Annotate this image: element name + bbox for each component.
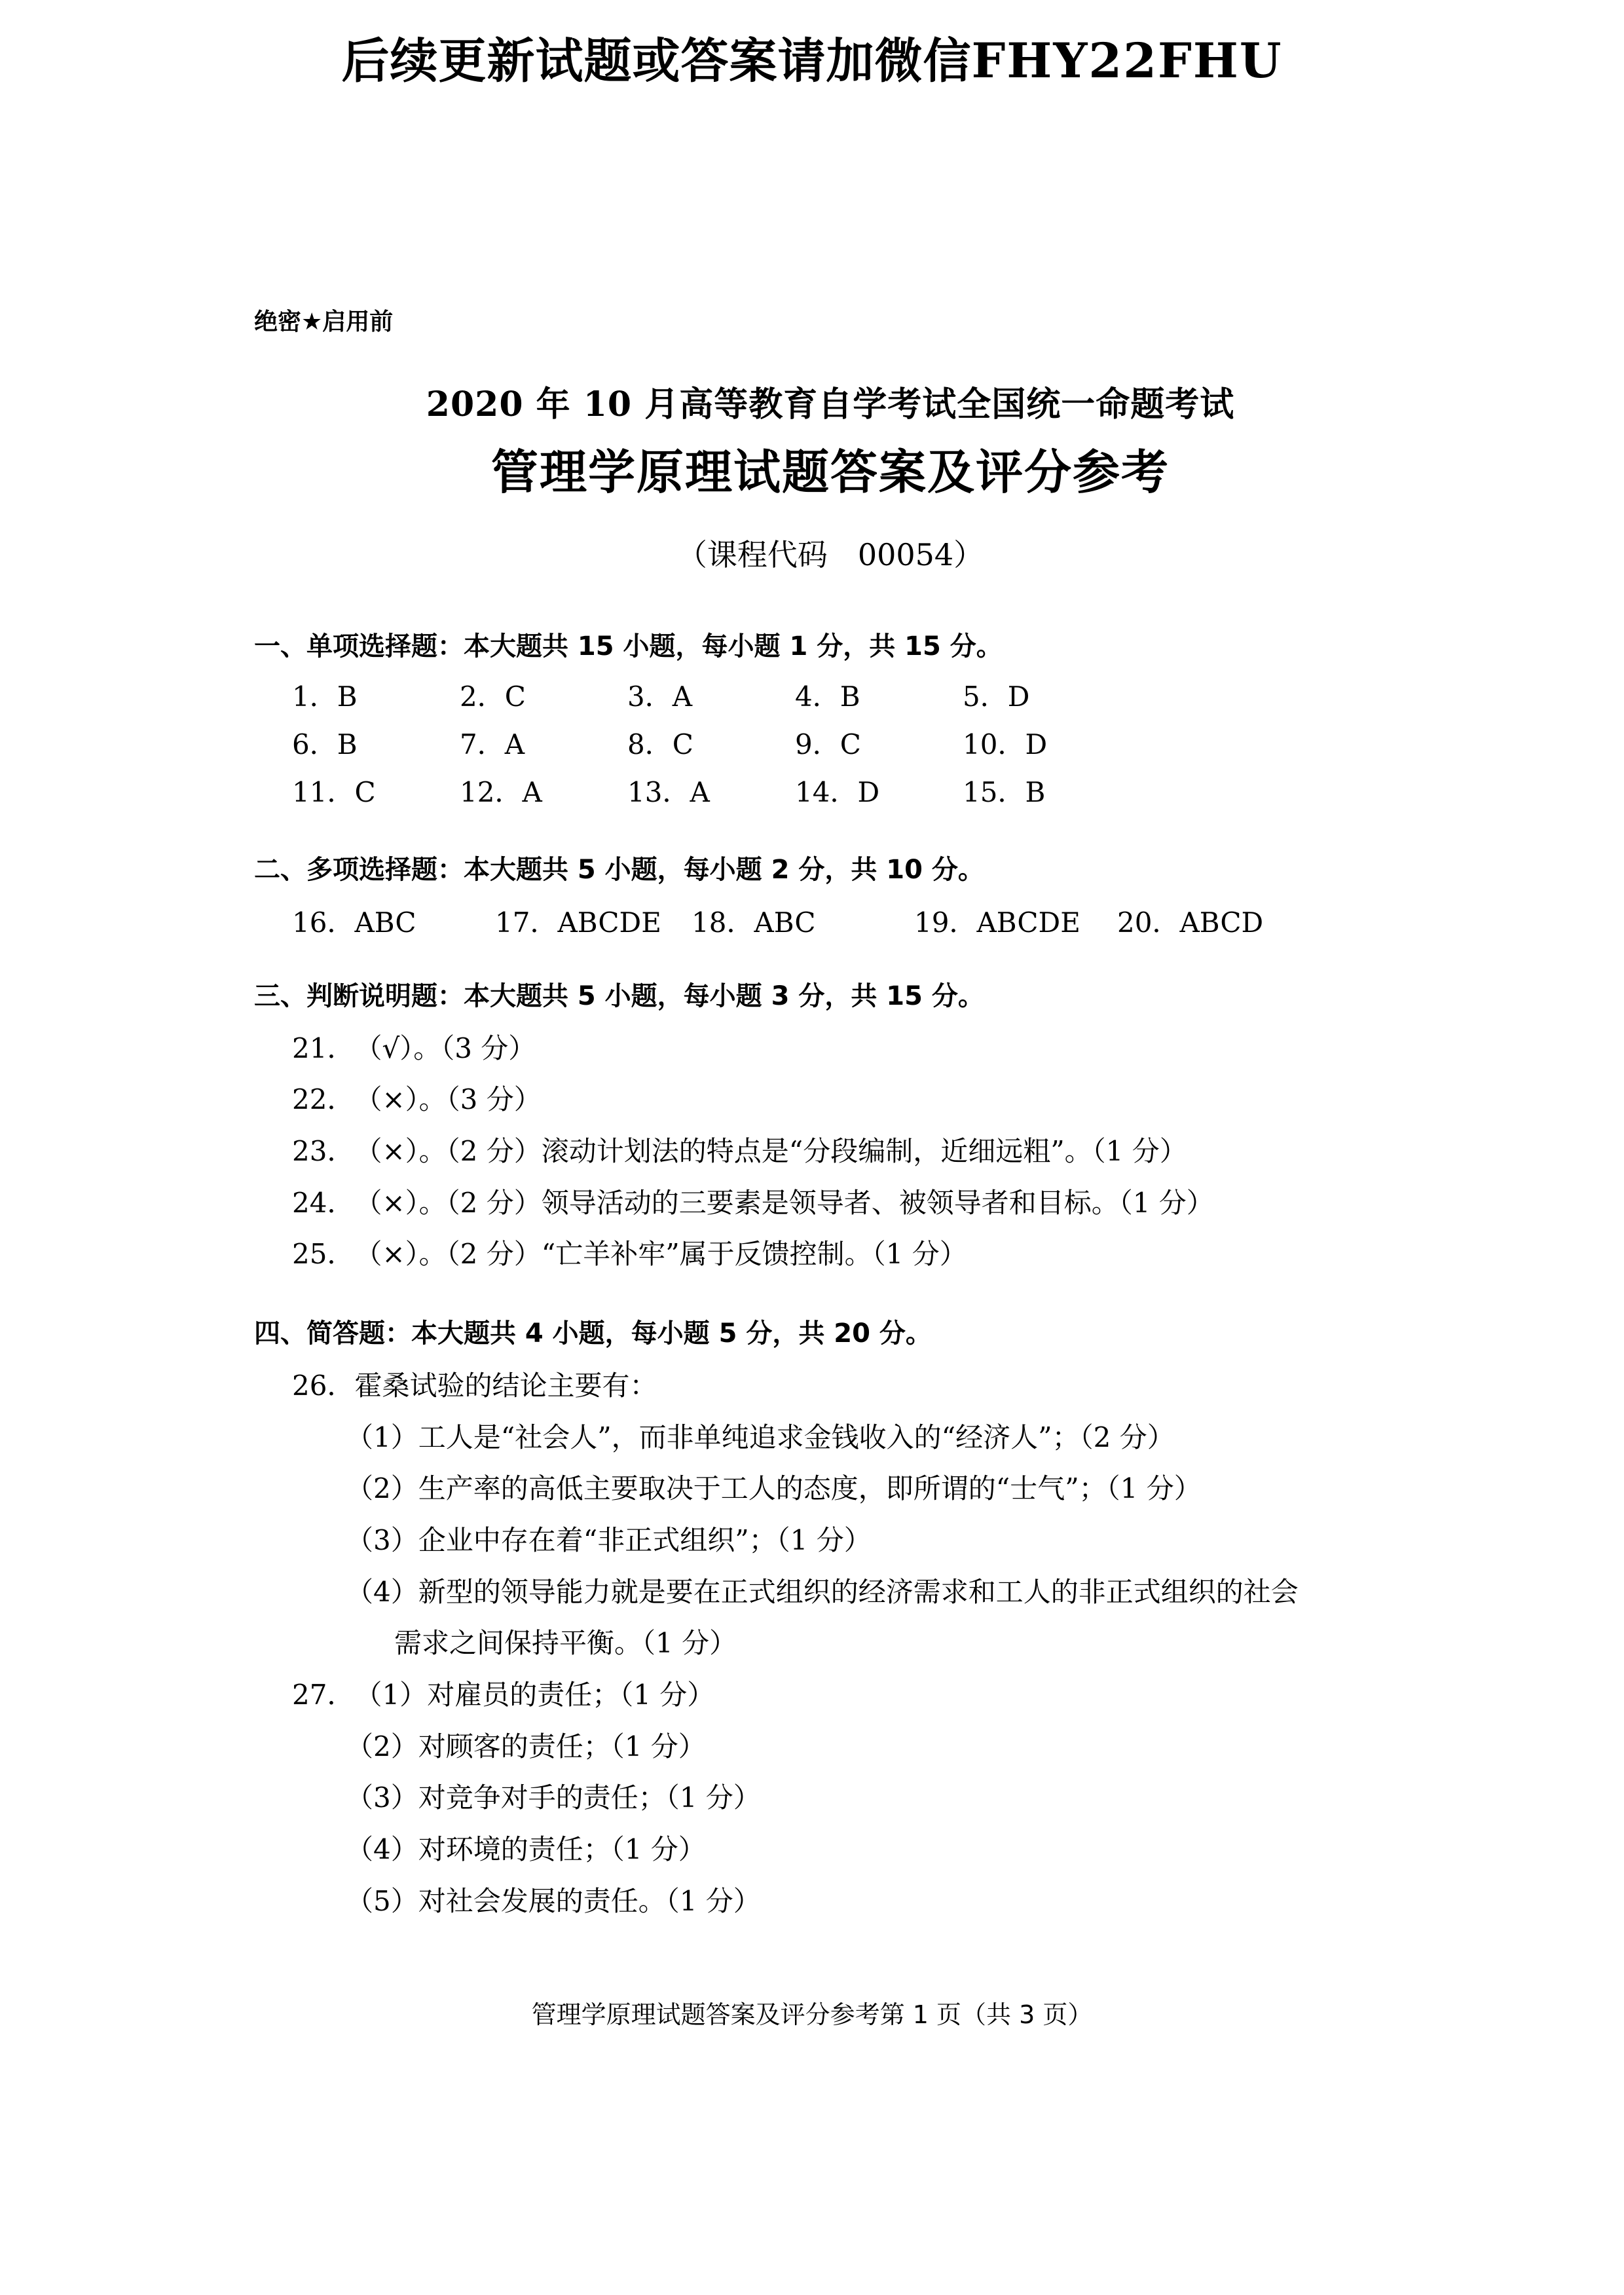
item-text: （×）。（2 分）领导活动的三要素是领导者、被领导者和目标。（1 分）: [354, 1186, 1214, 1219]
single-choice-answer-grid: [254, 673, 1407, 817]
answer-cell: 7．A: [460, 728, 525, 760]
item-number: 24．: [292, 1186, 355, 1219]
sub-item-number: （4）: [346, 1833, 418, 1866]
course-code-line: （课程代码 00054）: [676, 537, 984, 573]
item-text: （×）。（2 分）滚动计划法的特点是“分段编制，近细远粗”。（1 分）: [354, 1134, 1187, 1167]
answer-item: [254, 1126, 1407, 1178]
answer-cell: 10．D: [963, 728, 1048, 760]
answer-cell: 5．D: [963, 680, 1030, 713]
sub-item-text: 工人是“社会人”，而非单纯追求金钱收入的“经济人”；（2 分）: [418, 1421, 1175, 1453]
answer-cell: 6．B: [292, 728, 358, 760]
answer-cell: 2．C: [460, 680, 526, 713]
answer-cell: 3．A: [627, 680, 693, 713]
sub-item-text: 对社会发展的责任。（1 分）: [418, 1884, 761, 1917]
section-heading-judgement: 三、判断说明题：本大题共 5 小题，每小题 3 分，共 15 分。: [254, 980, 984, 1011]
answer-row: [292, 769, 1407, 817]
answer-cell: 1．B: [292, 680, 358, 713]
sub-item-continuation: 需求之间保持平衡。（1 分）: [394, 1627, 737, 1660]
sub-item-text: 对环境的责任；（1 分）: [418, 1833, 706, 1866]
sub-item-number: （1）: [346, 1421, 418, 1453]
section-heading-multiple-choice: 二、多项选择题：本大题共 5 小题，每小题 2 分，共 10 分。: [254, 854, 984, 885]
answer-cell: 15．B: [963, 775, 1046, 808]
item-text: （×）。（2 分）“亡羊补牢”属于反馈控制。（1 分）: [354, 1238, 967, 1271]
item-text: 霍桑试验的结论主要有：: [354, 1369, 657, 1402]
sub-item: [254, 1463, 1407, 1515]
sub-item-number: （2）: [346, 1730, 418, 1763]
answer-cell: 8．C: [627, 728, 693, 760]
sub-item: [254, 1567, 1407, 1618]
answer-item-26: [254, 1360, 1407, 1412]
page-footer: 管理学原理试题答案及评分参考第 1 页（共 3 页）: [531, 2000, 1093, 2029]
sub-item-number: （3）: [346, 1524, 418, 1557]
page-title: 管理学原理试题答案及评分参考: [490, 445, 1170, 500]
sub-item-text: 生产率的高低主要取决于工人的态度，即所谓的“士气”；（1 分）: [418, 1472, 1202, 1505]
answer-cell: 16．ABC: [292, 906, 416, 939]
sub-item-text: 企业中存在着“非正式组织”；（1 分）: [418, 1524, 872, 1557]
answer-cell: 13．A: [627, 775, 710, 808]
answer-item: [254, 1074, 1407, 1126]
exam-session-line: 2020 年 10 月高等教育自学考试全国统一命题考试: [426, 384, 1235, 425]
section-heading-short-answer: 四、简答题：本大题共 4 小题，每小题 5 分，共 20 分。: [254, 1318, 932, 1349]
answer-cell: 11．C: [292, 775, 376, 808]
answer-cell: 9．C: [795, 728, 861, 760]
item-number: 27．: [292, 1679, 355, 1711]
sub-item-text: 对竞争对手的责任；（1 分）: [418, 1782, 761, 1814]
sub-item-number: （2）: [346, 1472, 418, 1505]
item-number: 22．: [292, 1083, 355, 1116]
sub-item-text: 对顾客的责任；（1 分）: [418, 1730, 706, 1763]
sub-item-number: （5）: [346, 1884, 418, 1917]
answer-cell: 17．ABCDE: [495, 906, 661, 939]
sub-item: [254, 1772, 1407, 1824]
item-number: 26．: [292, 1369, 355, 1402]
sub-item-number: （1）: [354, 1679, 428, 1711]
item-text: （√）。（3 分）: [354, 1032, 536, 1064]
sub-item: [254, 1824, 1407, 1876]
section-short-answer: [254, 1316, 1407, 1928]
sub-item-number: （4）: [346, 1575, 418, 1608]
promo-header: [0, 34, 1624, 89]
answer-cell: 4．B: [795, 680, 860, 713]
answer-cell: 12．A: [460, 775, 542, 808]
item-number: 21．: [292, 1032, 355, 1064]
secrecy-notice: 绝密★启用前: [254, 308, 394, 335]
answer-cell: 18．ABC: [692, 906, 816, 939]
answer-item: [254, 1023, 1407, 1075]
sub-item-text: 对雇员的责任；（1 分）: [427, 1679, 715, 1711]
sub-item: [254, 1515, 1407, 1567]
answer-item: [254, 1229, 1407, 1280]
answer-cell: 14．D: [795, 775, 880, 808]
sub-item: [254, 1876, 1407, 1928]
answer-row: [292, 673, 1407, 721]
sub-item-text: 新型的领导能力就是要在正式组织的经济需求和工人的非正式组织的社会: [418, 1575, 1299, 1608]
sub-item: [254, 1721, 1407, 1773]
item-text: （×）。（3 分）: [354, 1083, 542, 1116]
section-single-choice: [254, 629, 1407, 817]
answer-cell: 19．ABCDE: [914, 906, 1080, 939]
answer-item: [254, 1178, 1407, 1229]
sub-item: [254, 1412, 1407, 1464]
promo-wechat-code: FHY22FHU: [971, 33, 1283, 89]
multiple-choice-answer-row: [254, 897, 1407, 943]
section-judgement: [254, 979, 1407, 1280]
answer-item-27: [254, 1670, 1407, 1721]
item-number: 23．: [292, 1134, 355, 1167]
promo-header-text: 后续更新试题或答案请加微信: [341, 33, 972, 89]
section-multiple-choice: [254, 852, 1407, 943]
answer-cell: 20．ABCD: [1117, 906, 1264, 939]
section-heading-single-choice: 一、单项选择题：本大题共 15 小题，每小题 1 分，共 15 分。: [254, 631, 1003, 662]
answer-row: [292, 721, 1407, 769]
sub-item-number: （3）: [346, 1782, 418, 1814]
item-number: 25．: [292, 1238, 355, 1271]
document-content: [254, 308, 1407, 1963]
